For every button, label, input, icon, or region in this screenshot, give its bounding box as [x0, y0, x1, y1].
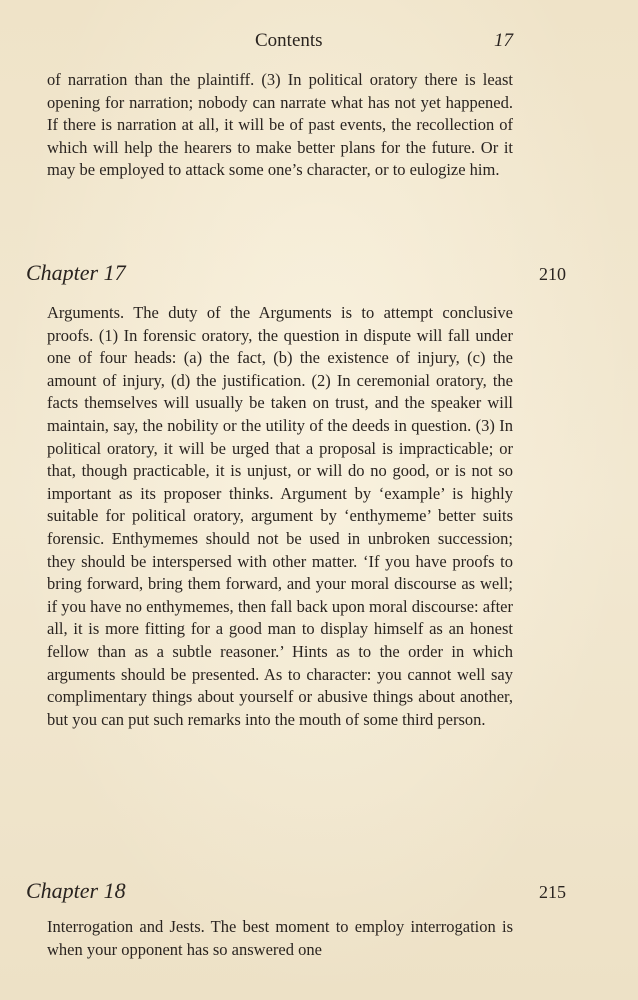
chapter-title: Chapter 18	[26, 878, 126, 903]
running-head	[0, 30, 638, 54]
page-number: 17	[494, 30, 513, 51]
chapter-17-summary: Arguments. The duty of the Arguments is to attempt conclusive proofs. (1) In forensic oratory, the question in dispute will fall under one of four heads: (a) the fact, (b) the existence of injury, (c) the amount of injury, (d) the justification. (2) In ceremonial oratory, the facts themselves will usually be taken on trust, and the speaker will maintain, say, the nobility or the utility of the deeds in question. (3) In political oratory, it will be urged that a proposal is impracticable; or that, though practicable, it is unjust, or will do no good, or is not so important as its proposer thinks. Argument by ‘example’ is highly suitable for political oratory, argument by ‘enthymeme’ better suits forensic. Enthymemes should not be used in unbroken succession; they should be interspersed with other matter. ‘If you have proofs to bring forward, bring them forward, and your moral discourse as well; if you have no enthymemes, then fall back upon moral discourse: after all, it is more fitting for a good man to display himself as an honest fellow than as a subtle reasoner.’ Hints as to the order in which arguments should be presented. As to character: you cannot well say complimentary things about yourself or abusive things about another, but you can put such remarks into the mouth of some third person.	[47, 303, 513, 729]
intro-paragraph: of narration than the plaintiff. (3) In political oratory there is least opening for narration; nobody can narrate what has not yet happened. If there is narration at all, it will be of past events, the recollection of which will help the hearers to make better plans for the future. Or it may be employed to attack some one’s character, or to eulogize him.	[47, 70, 513, 180]
chapter-page-number: 215	[539, 882, 566, 902]
chapter-17-heading	[26, 260, 566, 290]
chapter-page-number: 210	[539, 264, 566, 284]
chapter-18-heading	[26, 878, 566, 908]
running-head-title: Contents	[255, 30, 323, 51]
chapter-title: Chapter 17	[26, 260, 126, 285]
chapter-18-summary: Interrogation and Jests. The best moment to employ interrogation is when your opponent has so answered one	[47, 917, 513, 959]
